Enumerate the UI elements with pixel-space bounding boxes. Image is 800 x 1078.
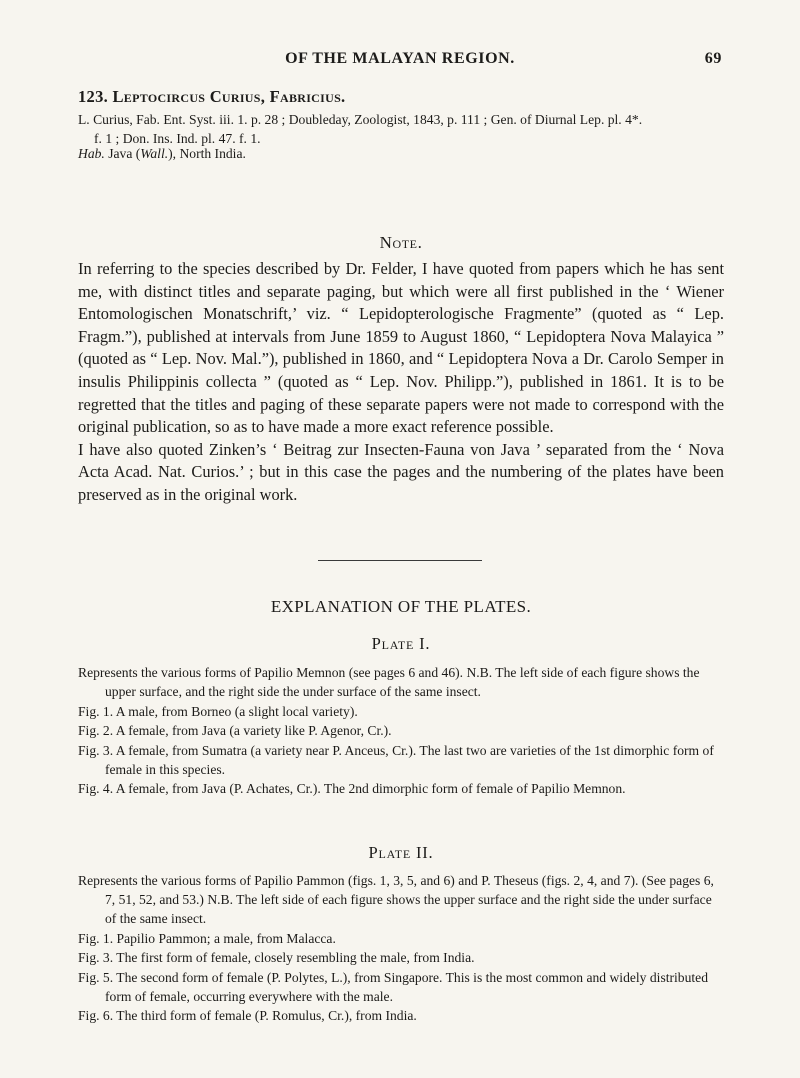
- figure-caption: Fig. 1. A male, from Borneo (a slight local variety).: [78, 703, 358, 719]
- figure-caption: Fig. 5. The second form of female (P. Polytes, L.), from Singapore. This is the most common and widely distributed form of female, occurring everywhere with the male.: [78, 969, 709, 1004]
- section-divider: [318, 560, 482, 561]
- figure-caption: Fig. 3. The first form of female, closely resembling the male, from India.: [78, 950, 475, 965]
- running-head: [78, 50, 722, 76]
- note-body: [78, 258, 724, 507]
- reference-line: f. 1 ; Don. Ins. Ind. pl. 47. f. 1.: [94, 131, 261, 146]
- species-references: [78, 110, 724, 148]
- note-paragraph: In referring to the species described by Dr. Felder, I have quoted from papers which he has sent me, with distinct titles and separate paging, but which were all first published in the ‘ Wiener Entomologischen Monatschrift,’ viz. “ Lepidopterologische Fragmente” (quoted as “ Lep. Fragm.”), published at intervals from June 1859 to August 1860, “ Lepidoptera Nova Malayica ” (quoted as “ Lep. Nov. Mal.”), published in 1860, and “ Lepidoptera Nova a Dr. Carolo Semper in insulis Philippinis collecta ” (quoted as “ Lep. Nov. Philipp.”), published in 1861. It is to be regretted that the titles and paging of these separate papers were not made to correspond with the original publication, so as to have made a more exact reference possible.: [78, 259, 724, 437]
- figure-caption: Fig. 6. The third form of female (P. Romulus, Cr.), from India.: [78, 1008, 417, 1023]
- figure-caption: Fig. 2. A female, from Java (a variety like P. Agenor, Cr.).: [78, 723, 392, 738]
- figure-caption: Fig. 1. Papilio Pammon; a male, from Malacca.: [78, 930, 336, 946]
- page-number: 69: [704, 50, 722, 67]
- species-entry-title: 123. Leptocircus Curius, Fabricius.: [78, 87, 346, 106]
- habitat-rest: ), North India.: [168, 146, 246, 161]
- plate-description: [78, 663, 724, 799]
- habitat-text: Java (: [104, 146, 141, 161]
- explanation-heading: EXPLANATION OF THE PLATES.: [270, 597, 532, 616]
- plate-intro: Represents the various forms of Papilio Pammon (figs. 1, 3, 5, and 6) and P. Theseus (figs. 2, 4, and 7). (See pages 6, 7, 51, 52, and 53.) N.B. The left side of each figure shows the upper surface and the right side the under surface of the same insect.: [78, 873, 714, 926]
- habitat-collector: Wall.: [140, 146, 169, 161]
- figure-caption: Fig. 4. A female, from Java (P. Achates, Cr.). The 2nd dimorphic form of female of Papilio Memnon.: [78, 781, 626, 796]
- plate-intro: Represents the various forms of Papilio Memnon (see pages 6 and 46). N.B. The left side of each figure shows the upper surface, and the right side the under surface of the same insect.: [78, 665, 700, 699]
- plate-description: [78, 871, 724, 1026]
- reference-line: L. Curius, Fab. Ent. Syst. iii. 1. p. 28 ; Doubleday, Zoologist, 1843, p. 111 ; Gen. of Diurnal Lep. pl. 4*.: [78, 112, 643, 127]
- running-title: OF THE MALAYAN REGION.: [285, 50, 515, 67]
- habitat-label: Hab.: [78, 146, 105, 161]
- habitat-line: [78, 146, 724, 162]
- figure-caption: Fig. 3. A female, from Sumatra (a variety near P. Anceus, Cr.). The last two are varieties of the 1st dimorphic form of female in this species.: [78, 742, 714, 777]
- note-heading: Note.: [379, 233, 423, 252]
- plate-heading: Plate II.: [368, 843, 434, 862]
- plate-heading: Plate I.: [371, 634, 431, 653]
- note-paragraph: I have also quoted Zinken’s ‘ Beitrag zur Insecten-Fauna von Java ’ separated from the ‘ Nova Acta Acad. Nat. Curios.’ ; but in this case the pages and the numbering of the plates have been preserved as in the original work.: [78, 439, 724, 504]
